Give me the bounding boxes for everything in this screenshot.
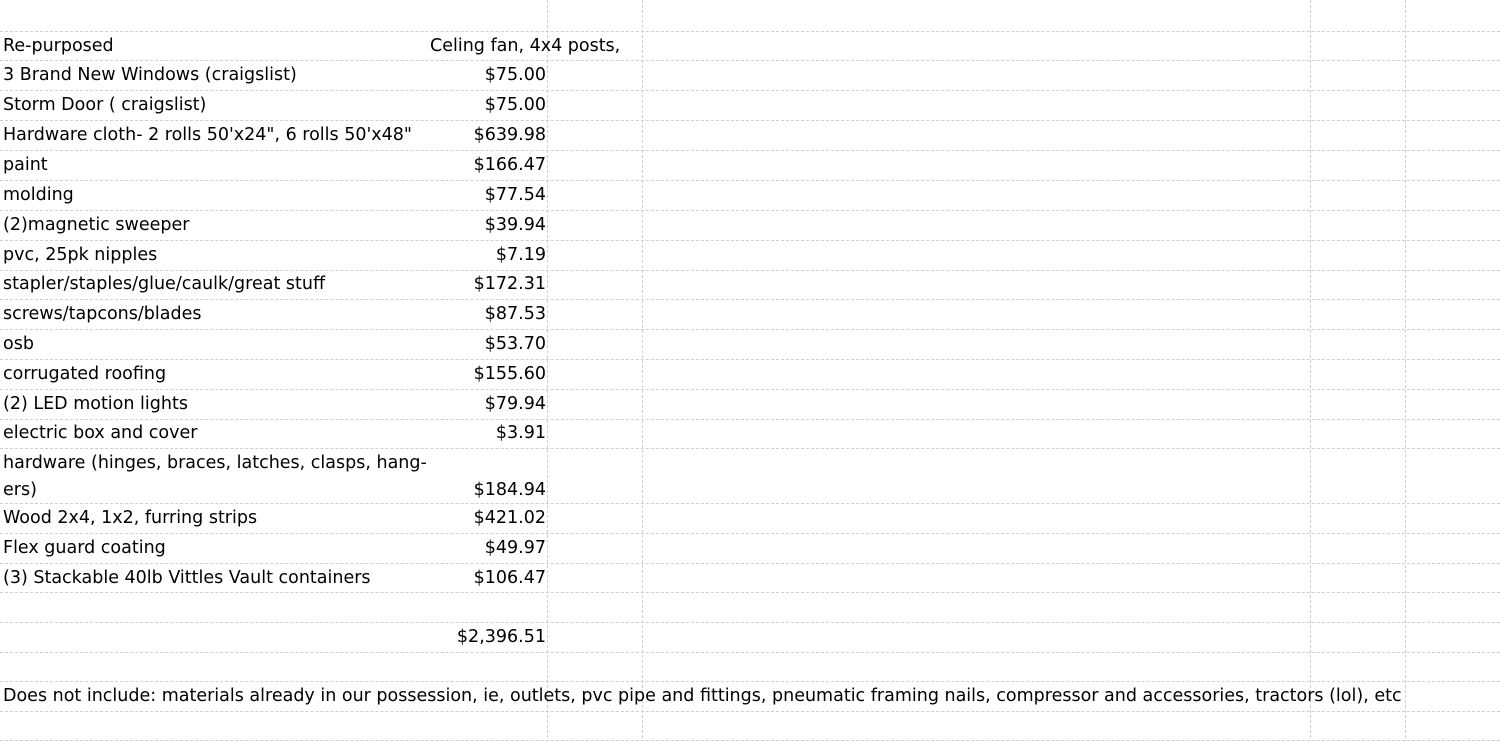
cell-item[interactable]: osb [3, 334, 34, 354]
cell-cost[interactable]: $172.31 [473, 274, 546, 294]
cell-cost[interactable]: $7.19 [495, 245, 546, 265]
cell-total[interactable]: $2,396.51 [456, 627, 546, 647]
cell-header-label[interactable]: Re-purposed [3, 36, 114, 56]
cell-cost[interactable]: $3.91 [495, 423, 546, 443]
cell-cost[interactable]: $106.47 [473, 568, 546, 588]
cell-item[interactable]: Wood 2x4, 1x2, furring strips [3, 508, 258, 528]
cell-item[interactable]: paint [3, 155, 48, 175]
cell-cost[interactable]: $75.00 [484, 95, 546, 115]
cell-footnote[interactable]: Does not include: materials already in our possession, ie, outlets, pvc pipe and fittings, pneumatic framing nails, compressor and accessories, tractors (lol), etc [3, 686, 1402, 706]
cell-item-wrapped-line2[interactable]: ers) [3, 480, 37, 500]
cell-item[interactable]: electric box and cover [3, 423, 198, 443]
cell-cost[interactable]: $75.00 [484, 65, 546, 85]
cell-item[interactable]: (2)magnetic sweeper [3, 215, 190, 235]
cell-cost[interactable]: $79.94 [484, 394, 546, 414]
row-divider [0, 652, 1500, 653]
cell-item[interactable]: stapler/staples/glue/caulk/great stuff [3, 274, 325, 294]
cell-cost[interactable]: $87.53 [484, 304, 546, 324]
cell-cost[interactable]: $184.94 [473, 480, 546, 500]
row-divider [0, 711, 1500, 712]
cell-cost[interactable]: $421.02 [473, 508, 546, 528]
cell-header-note[interactable]: Celing fan, 4x4 posts, [430, 36, 621, 56]
cell-item[interactable]: Flex guard coating [3, 538, 166, 558]
cell-cost[interactable]: $155.60 [473, 364, 546, 384]
cell-cost[interactable]: $166.47 [473, 155, 546, 175]
cell-cost[interactable]: $53.70 [484, 334, 546, 354]
cell-cost[interactable]: $39.94 [484, 215, 546, 235]
cell-item[interactable]: (3) Stackable 40lb Vittles Vault containers [3, 568, 371, 588]
cell-cost[interactable]: $639.98 [473, 125, 546, 145]
cell-cost[interactable]: $77.54 [484, 185, 546, 205]
cell-item[interactable]: Storm Door ( craigslist) [3, 95, 207, 115]
cell-item[interactable]: screws/tapcons/blades [3, 304, 202, 324]
cell-item[interactable]: corrugated roofing [3, 364, 167, 384]
cell-item[interactable]: pvc, 25pk nipples [3, 245, 158, 265]
cell-item-wrapped-line1[interactable]: hardware (hinges, braces, latches, clasps, hang- [3, 453, 427, 473]
cell-item[interactable]: 3 Brand New Windows (craigslist) [3, 65, 297, 85]
cell-item[interactable]: molding [3, 185, 74, 205]
row-divider [0, 622, 1500, 623]
row-divider [0, 592, 1500, 593]
cell-cost[interactable]: $49.97 [484, 538, 546, 558]
cell-item[interactable]: Hardware cloth- 2 rolls 50'x24", 6 rolls 50'x48" [3, 125, 412, 145]
cell-item[interactable]: (2) LED motion lights [3, 394, 188, 414]
